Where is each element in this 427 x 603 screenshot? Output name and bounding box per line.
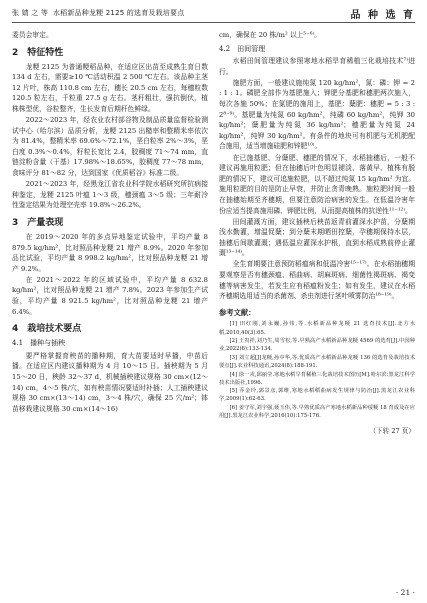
section-2-heading: 2 特征特性	[12, 47, 64, 58]
reference-item: [1] 田红刚,刘永巍,孙伟,等.水稻新品种龙粳 21 选育技术[J].北方水稻,2010,40(3):65.	[219, 321, 415, 336]
paragraph: 施肥方面，一般建议施纯氮 120 kg/hm²，氮：磷：钾 = 2 : 1 : 1。磷肥全部作为基肥施入；钾肥分基肥和穗肥两次施入，每次各施 50%；在氮肥的施用上，基肥：蘖肥：穗肥 = 5 : 3 : 2⁸⁻⁹⁾。基肥量为纯氮 60 kg/hm²，纯磷 60 kg/hm²，纯钾 30 kg/hm²；蘖肥量为纯氮 36 kg/hm²；穗肥量为纯氮 24 kg/hm²，纯钾 30 kg/hm²。有条件的地块可有机肥与无机肥配合施用，适当增施硅肥和锌肥¹⁰⁾。	[219, 78, 415, 151]
reference-list	[219, 320, 415, 420]
section-3-heading: 3 产量表现	[12, 217, 64, 228]
reference-item: [4] 徐一戎,邱丽莹.寒地水稻旱育稀植三化栽培技术图历[M].哈尔滨:黑龙江科学技术出版社,1996.	[219, 371, 415, 386]
right-column	[219, 30, 415, 437]
reference-item: [6] 姜守军,刘宇强,聂玉伟,等.早熟优质高产寒地水稻新品种绥粳 18 育成及在应用[J].黑龙江农业科学,2016(10):175-176.	[219, 404, 415, 419]
page-number: · 21 ·	[395, 588, 415, 597]
paragraph: 要严格掌握育秧苗的播种期，育大苗要适时早播，中苗后播。在适应区内建议播种期为 4 月 10～15 日。插秧期为 5 月 15～20 日，秧龄 32～37 d，机械插秧建议规格 30 cm×(12～14) cm，4～5 株/穴，如有秧苗情况要适时补插；人工插秧建议规格 30 cm×(13～14) cm，3～4 株/穴，确保 25 穴/m²；钵苗移栽建议规格 30 cm×(14～16)	[12, 351, 208, 413]
reference-item: [5] 乔金玲,郭景彦,郭维,寒地水稻稻曲病发生规律与防治[J].黑龙江农业科学,2009(1):62-63.	[219, 388, 415, 403]
reference-item: [3] 刘立超[J]龙粳,孙中华,等.优质高产水稻新品种龙粳 136 的选育及栽培技术要点[J].农业科技通讯,2024(8):188-191.	[219, 354, 415, 369]
paragraph: 龙粳 2125 为普通粳稻品种，在适应区出苗至成熟生育日数 134 d 左右，需要≥10 ℃活动积温 2 500 ℃左右。该品种主茎 12 片叶，株高 110.8 cm 左右，穗长 20.5 cm 左右，每穗粒数 120.5 粒左右，千粒重 27.5 g 左右。茎秆粗壮，强抗倒伏，植株株型优，谷粒整齐，生长发育后期秆色鲜绿。	[12, 62, 208, 113]
paragraph: 在 2019～2020 年的多点异地鉴定试验中，平均产量 8 879.5 kg/hm²，比对照品种龙粳 21 增产 8.9%。2020 年参加品比试验，平均产量 8 998.2 kg/hm²，比对照品种龙粳 21 增产 9.2%。	[12, 232, 208, 273]
paragraph: 2022～2023 年，经农业农村部谷物及制品质量监督检验测试中心（哈尔滨）品质分析，龙粳 2125 出糙率和整精米率依次为 81.4%，整精米率 69.6%～72.1%，垩白粒率 2%～3%，垩白度 0.3%～0.4%，籽粒长宽比 2.4，胶稠度 71～74 mm，直链淀粉含量（干基）17.98%～18.65%，胶稠度 77～78 mm，食味评分 81～82 分，达到国家《优质稻谷》标准二级。	[12, 116, 208, 178]
paragraph: 全生育期要注意预防稻瘟病和低温冷害¹⁵⁻¹⁷⁾。在水稻抽穗期要观察是否有穗颈瘟、稻曲病、胡麻斑病、细菌性褐斑病、褐变穗等病害发生，若发生应有稻瘟粉发生；如有发生，建议在水稻齐穗期选用适当的杀菌剂、杀虫剂进行茎叶喷雾防治¹⁸⁻¹⁹⁾。	[219, 260, 415, 301]
references-heading: 参考文献：	[219, 307, 256, 317]
continued-on-note: （下转 27 页）	[369, 427, 415, 436]
continued-text: cm，确保在 20 株/m² 以上⁵⁻⁶⁾。	[219, 31, 321, 39]
paragraph: 田间灌溉方面，建议插秧后秧苗返青前灌深水护苗，分蘖期浅水勤灌，增温促蘖；到分蘖末期晒田控蘖，孕穗期保持水层，抽穗后间歇灌溉；遇低温应灌深水护根，直到水稻成熟前停止灌溉¹³⁻¹⁴⁾。	[219, 217, 415, 258]
section-4-heading: 4 栽培技术要点	[12, 324, 82, 335]
left-column	[12, 30, 208, 415]
paragraph: 在已施基肥、分蘖肥、穗肥的情况下，水稻抽穗后，一般不建议再施用粒肥；但在抽穗后叶色明显褪淡、落黄早、植株有脱肥的情况下，建议可追施粒肥，以不超过纯氮 15 kg/hm² 为宜。施用粒肥的目的是防止早衰，并防止贪青晚熟。施粒肥时间一般在抽穗始期至齐穗期，但要注意防治病害的发生。在低温冷害年份应适当提高施用磷、钾肥比例，从而提高植株的抗逆性¹¹⁻¹²⁾。	[219, 153, 415, 215]
subsection-4-2-heading: 4.2 田间管理	[219, 44, 266, 53]
running-header	[12, 6, 415, 23]
paragraph: 水稻田间管理建议参照寒地水稻旱育稀植三化栽培技术⁷⁾进行。	[219, 57, 415, 76]
header-section-tag: 品 种 选 育	[350, 10, 415, 21]
paragraph: 2021～2023 年，经黑龙江省农业科学院水稻研究所抗病接种鉴定，龙粳 2125 叶瘟 1～3 级，穗颈瘟 3～5 级；三年耐冷性鉴定结果为处理空壳率 19.8%～26.2%。	[12, 180, 208, 210]
subsection-4-1-heading: 4.1 播种与插秧	[12, 339, 66, 348]
header-article-title: 水稻新品种龙粳 2125 的选育及栽培要点	[52, 9, 185, 17]
header-authors: 张 婧 之 等	[12, 9, 49, 17]
intro-text: 委员会审定。	[12, 31, 53, 39]
header-authors-title	[12, 8, 184, 18]
reference-item: [2] 王贵祥,刘乃生,周雪松,等.早熟高产水稻新品种龙粳 4569 的选育[J].中国种业,2022(6):133-134.	[219, 338, 415, 353]
paragraph: 在 2021～2022 年的区域试验中，平均产量 8 632.8 kg/hm²，比对照品种龙粳 21 增产 7.8%。2023 年参加生产试验，平均产量 8 921.5 kg/hm²，比对照品种龙粳 21 增产 6.4%。	[12, 275, 208, 316]
